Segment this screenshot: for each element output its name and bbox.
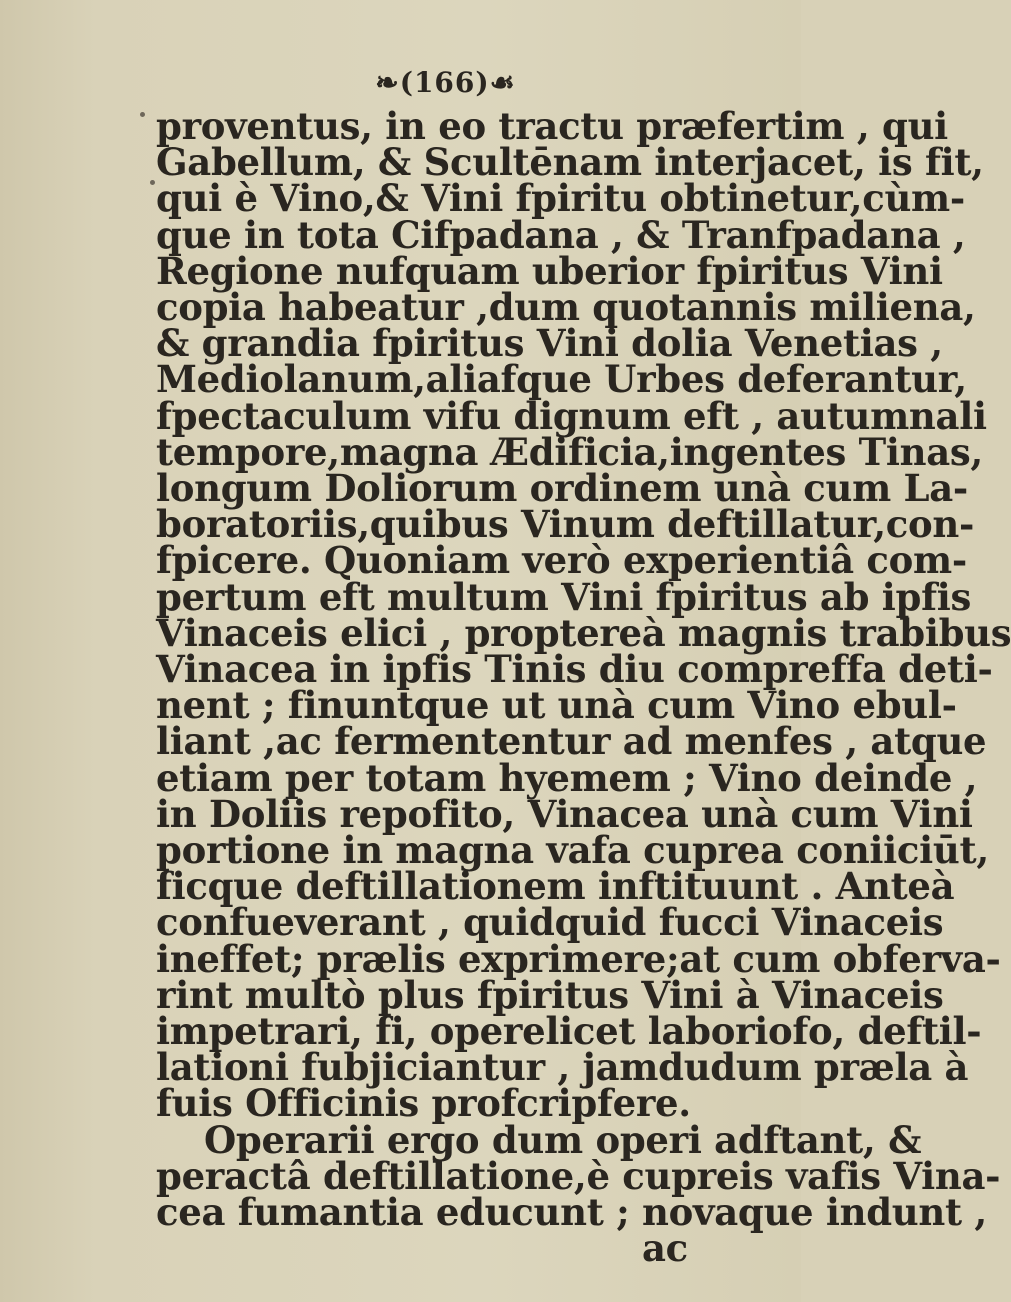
page-number: (166) [399,66,490,99]
text-line: que in tota Cifpadana , & Tranfpadana , [156,212,966,257]
text-line: confueverant , quidquid fucci Vinaceis [156,900,944,945]
text-line: rint multò plus fpiritus Vini à Vinaceis [156,972,944,1017]
text-line: ineffet; prælis exprimere;at cum obferva- [156,936,1001,981]
text-line: etiam per totam hyemem ; Vino deinde , [156,755,978,800]
text-line: longum Doliorum ordinem unà cum La- [156,466,968,511]
margin-mark [140,112,145,117]
text-line: Gabellum, & Scultēnam interjacet, is fit, [156,140,984,185]
text-line: Vinacea in ipfis Tinis diu compreffa deti- [156,647,993,692]
text-line: impetrari, fi, operelicet laboriofo, deftil- [156,1009,982,1054]
text-line: & grandia fpiritus Vini dolia Venetias , [156,321,943,366]
catchword: ac [642,1226,688,1271]
text-line: qui è Vino,& Vini fpiritu obtinetur,cùm- [156,176,965,221]
text-line: copia habeatur ,dum quotannis miliena, [156,285,976,330]
text-line: liant ,ac fermententur ad menfes , atque [156,719,987,764]
text-line: cea fumantia educunt ; novaque indunt , [156,1190,987,1235]
text-line: Regione nufquam uberior fpiritus Vini [156,248,943,293]
ornament-right: ☙ [489,66,516,99]
text-line: Mediolanum,aliafque Urbes deferantur, [156,357,967,402]
text-line: portione in magna vafa cuprea coniiciūt, [156,828,989,873]
text-line: fpectaculum vifu dignum eft , autumnali [156,393,987,438]
text-line: nent ; finuntque ut unà cum Vino ebul- [156,683,957,728]
text-line: pertum eft multum Vini fpiritus ab ipfis [156,574,971,619]
ornament-left: ❧ [375,66,400,99]
text-line: fuis Officinis profcripfere. [156,1081,691,1126]
text-line: lationi fubjiciantur , jamdudum præla à [156,1045,969,1090]
text-line: peractâ deftillatione,è cupreis vafis Vina- [156,1153,1001,1198]
text-line: in Doliis repofito, Vinacea unà cum Vini [156,791,973,836]
paragraph-start-line: Operarii ergo dum operi adftant, & [204,1117,922,1162]
text-line: fpicere. Quoniam verò experientiâ com- [156,538,967,583]
body-text [156,104,1011,1271]
text-line: tempore,magna Ædificia,ingentes Tinas, [156,429,983,474]
text-line: ficque deftillationem inftituunt . Anteà [156,864,955,909]
text-line: Vinaceis elici , proptereà magnis trabibus [156,610,1011,655]
margin-mark [150,180,155,185]
page-header [0,66,801,99]
text-line: proventus, in eo tractu præfertim , qui [156,104,948,148]
text-line: boratoriis,quibus Vinum deftillatur,con- [156,502,975,547]
